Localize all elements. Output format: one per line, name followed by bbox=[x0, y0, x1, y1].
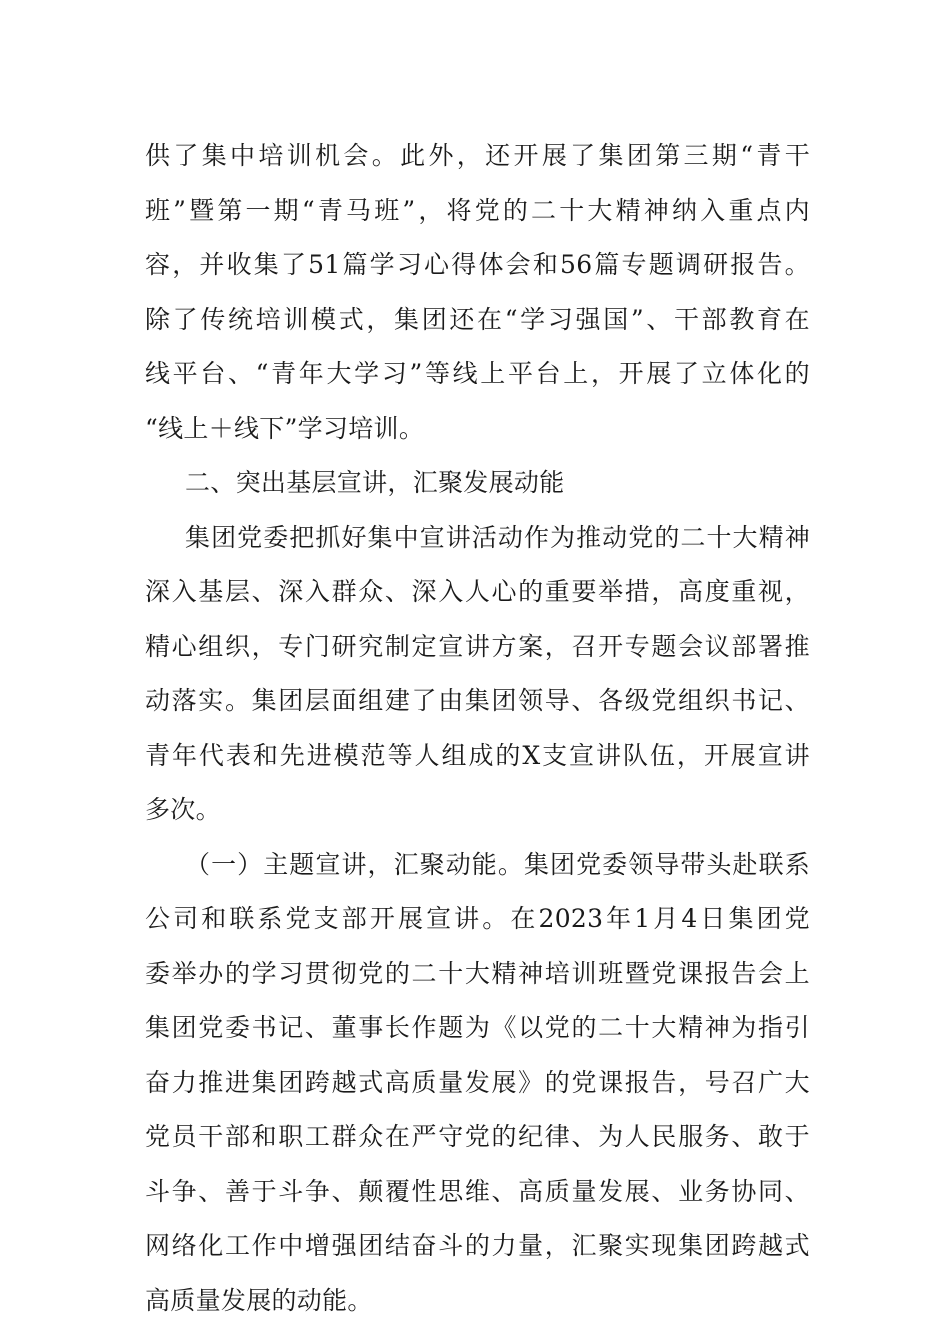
text-line: 奋力推进集团跨越式高质量发展》的党课报告，号召广大 bbox=[145, 1067, 810, 1097]
text-line: 委举办的学习贯彻党的二十大精神培训班暨党课报告会上 bbox=[145, 958, 810, 988]
text-line: 集团党委把抓好集中宣讲活动作为推动党的二十大精神 bbox=[185, 522, 810, 552]
body-text bbox=[145, 129, 810, 1328]
paragraph-3 bbox=[145, 838, 810, 1329]
text-line: 线平台、“青年大学习”等线上平台上，开展了立体化的 bbox=[145, 359, 810, 388]
text-line: 集团党委书记、董事长作题为《以党的二十大精神为指引 bbox=[145, 1013, 810, 1042]
text-line: 除了传统培训模式，集团还在“学习强国”、干部教育在 bbox=[145, 304, 810, 334]
text-line: 容，并收集了51篇学习心得体会和56篇专题调研报告。 bbox=[145, 250, 810, 279]
text-line: 党员干部和职工群众在严守党的纪律、为人民服务、敢于 bbox=[145, 1122, 810, 1151]
text-line: 青年代表和先进模范等人组成的X支宣讲队伍，开展宣讲 bbox=[145, 740, 810, 770]
paragraph-continuation bbox=[145, 129, 810, 456]
text-line: 供了集中培训机会。此外，还开展了集团第三期“青干 bbox=[145, 141, 810, 170]
text-line: 多次。 bbox=[145, 795, 221, 824]
text-line: “线上＋线下”学习培训。 bbox=[145, 413, 425, 443]
text-line: 网络化工作中增强团结奋斗的力量，汇聚实现集团跨越式 bbox=[145, 1231, 810, 1260]
section-heading: 二、突出基层宣讲，汇聚发展动能 bbox=[185, 468, 565, 497]
text-line: 高质量发展的动能。 bbox=[145, 1285, 373, 1315]
text-line: 公司和联系党支部开展宣讲。在2023年1月4日集团党 bbox=[145, 904, 810, 933]
text-line: 斗争、善于斗争、颠覆性思维、高质量发展、业务协同、 bbox=[145, 1176, 810, 1206]
text-line: 精心组织，专门研究制定宣讲方案，召开专题会议部署推 bbox=[145, 631, 810, 661]
text-line: （一）主题宣讲，汇聚动能。集团党委领导带头赴联系 bbox=[185, 849, 810, 879]
text-line: 动落实。集团层面组建了由集团领导、各级党组织书记、 bbox=[145, 686, 810, 715]
paragraph-2 bbox=[145, 511, 810, 838]
text-line: 班”暨第一期“青马班”，将党的二十大精神纳入重点内 bbox=[145, 195, 810, 225]
text-line: 深入基层、深入群众、深入人心的重要举措，高度重视， bbox=[145, 577, 810, 606]
